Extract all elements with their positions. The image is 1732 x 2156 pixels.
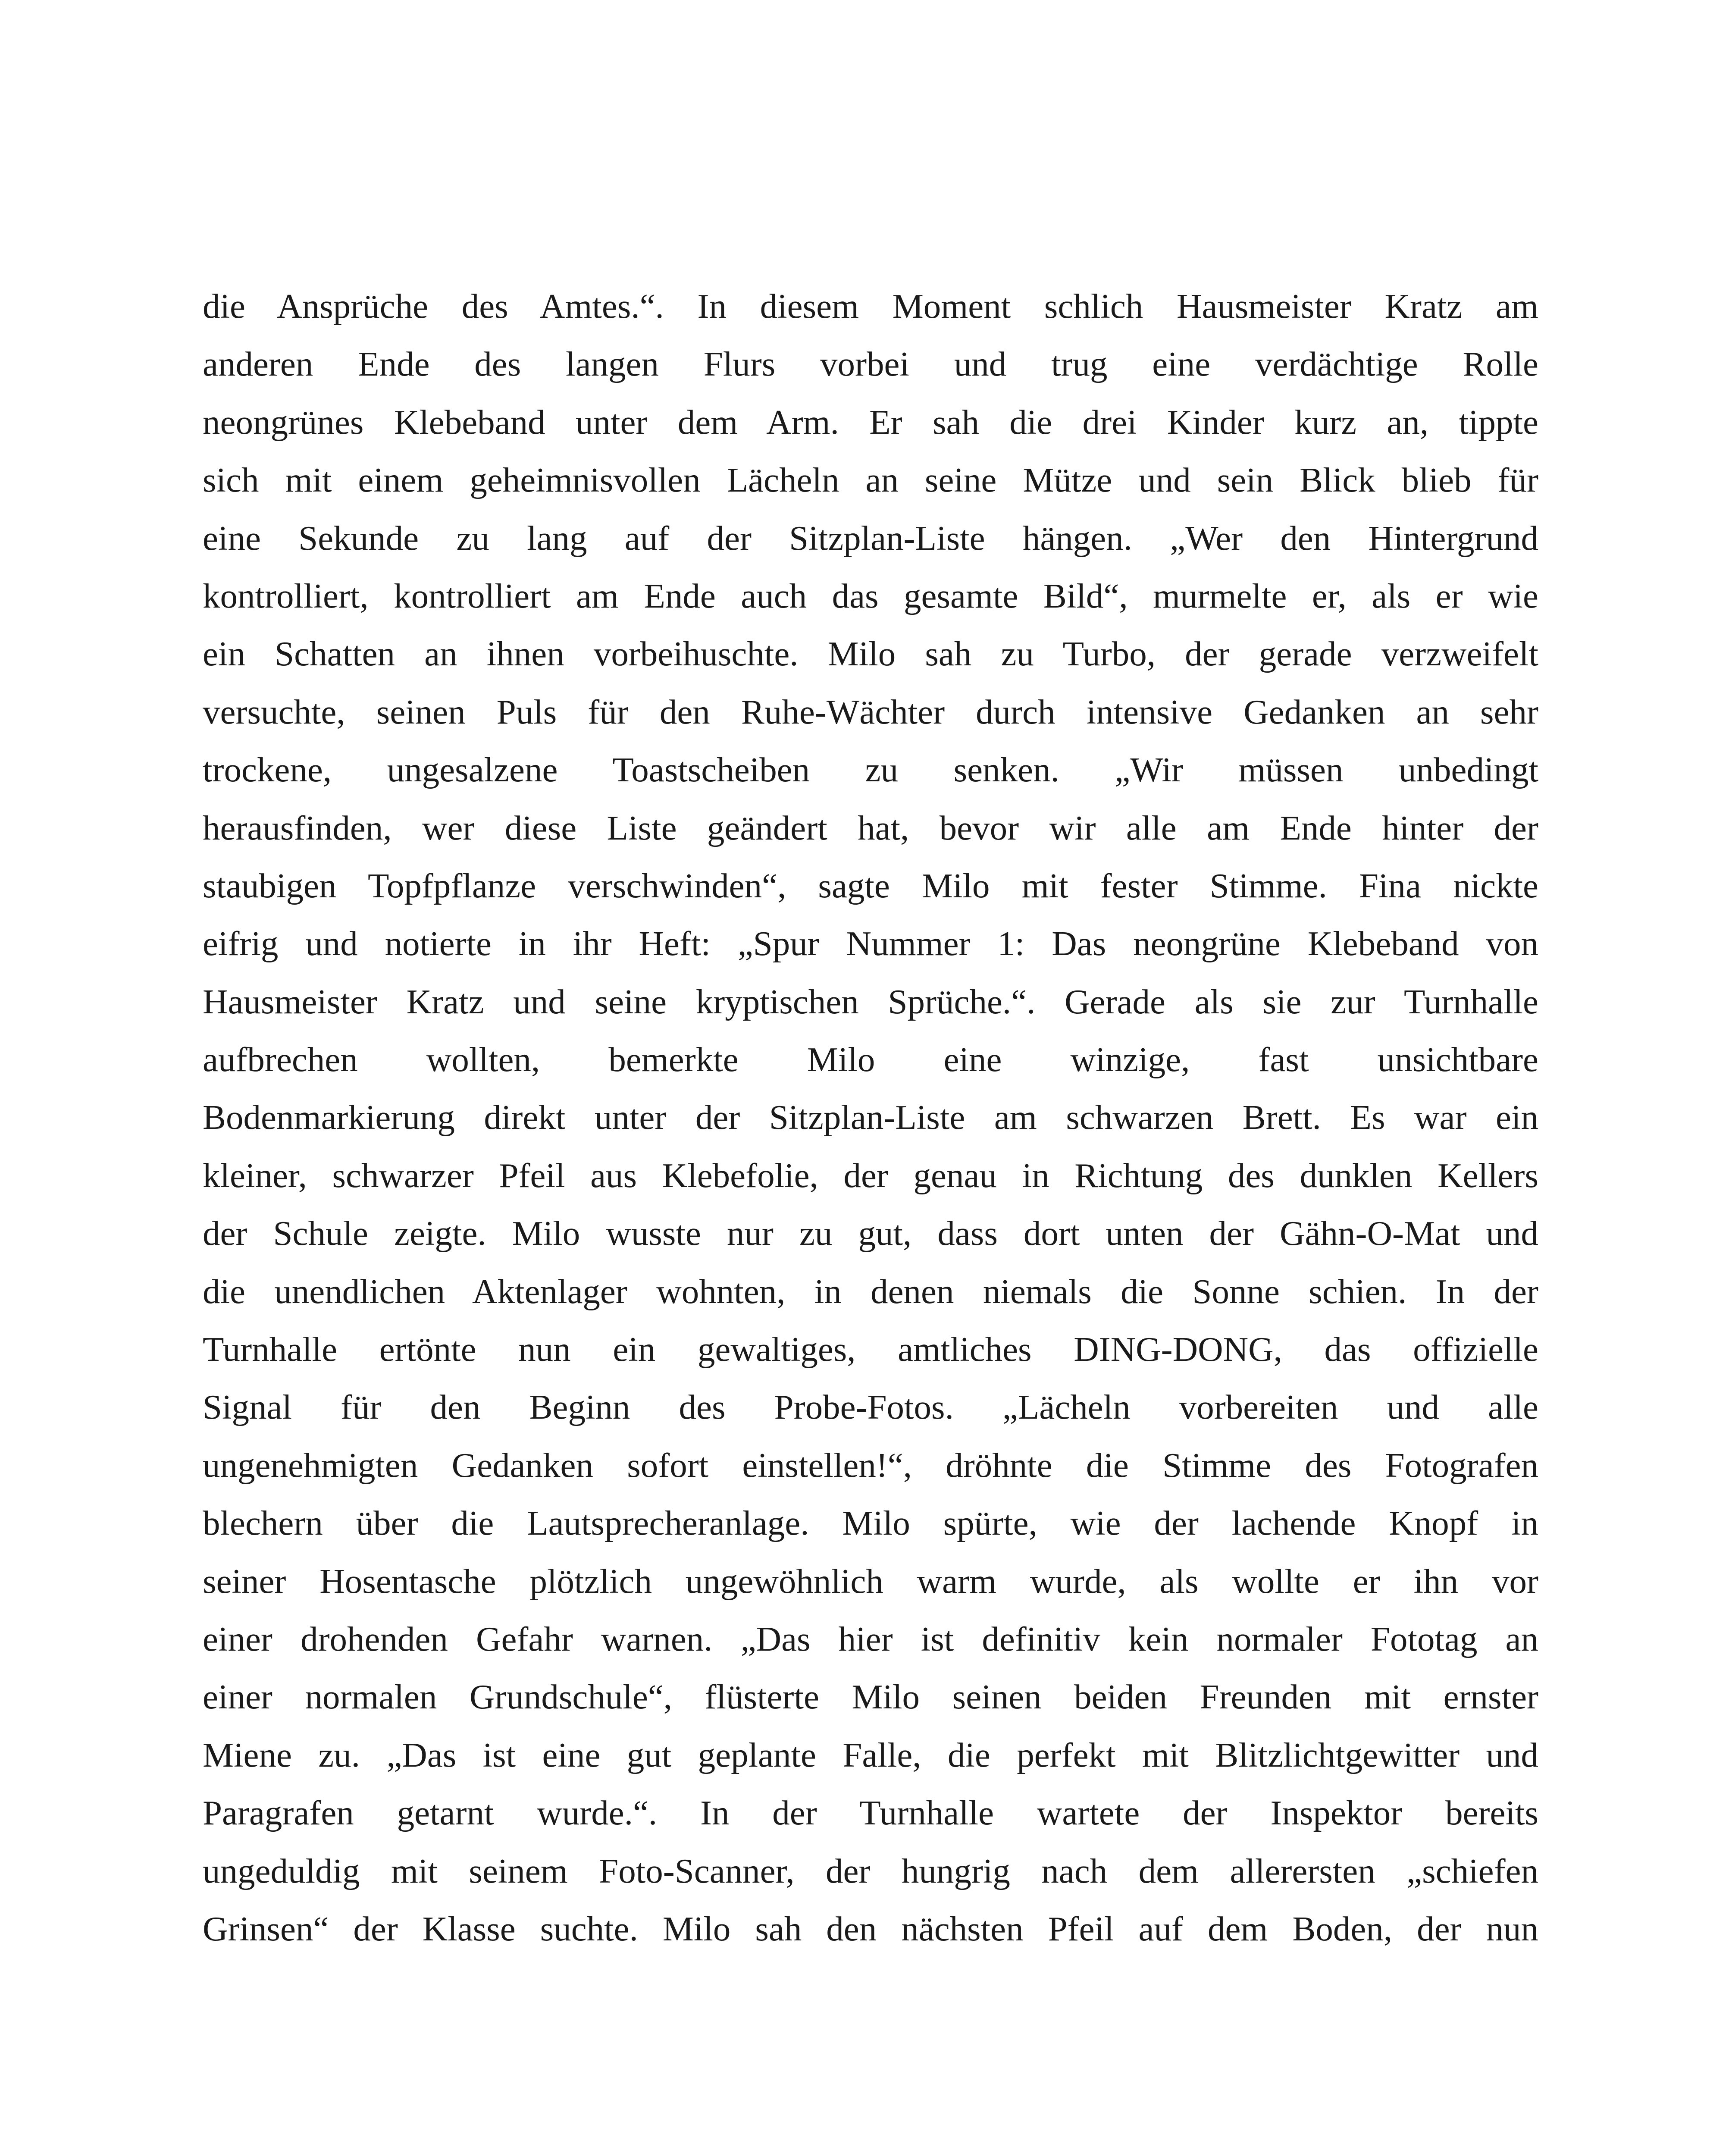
- text-line: trockene, ungesalzene Toastscheiben zu senken. „Wir müssen unbedingt: [203, 750, 1538, 790]
- text-line: aufbrechen wollten, bemerkte Milo eine winzige, fast unsichtbare: [203, 1040, 1538, 1079]
- text-line: Bodenmarkierung direkt unter der Sitzplan-Liste am schwarzen Brett. Es war ein: [203, 1098, 1538, 1137]
- text-line: einer normalen Grundschule“, flüsterte Milo seinen beiden Freunden mit ernster: [203, 1677, 1538, 1717]
- text-line: der Schule zeigte. Milo wusste nur zu gut, dass dort unten der Gähn-O-Mat und: [203, 1214, 1538, 1253]
- text-line: eifrig und notierte in ihr Heft: „Spur Nummer 1: Das neongrüne Klebeband von: [203, 924, 1538, 963]
- text-line: ungenehmigten Gedanken sofort einstellen!“, dröhnte die Stimme des Fotografen: [203, 1445, 1538, 1485]
- text-line: staubigen Topfpflanze verschwinden“, sagte Milo mit fester Stimme. Fina nickte: [203, 866, 1538, 905]
- text-line: kontrolliert, kontrolliert am Ende auch das gesamte Bild“, murmelte er, als er wie: [203, 576, 1538, 615]
- text-line: kleiner, schwarzer Pfeil aus Klebefolie, der genau in Richtung des dunklen Kellers: [203, 1156, 1538, 1195]
- text-line: anderen Ende des langen Flurs vorbei und trug eine verdächtige Rolle: [203, 345, 1538, 384]
- text-line: Turnhalle ertönte nun ein gewaltiges, amtliches DING-DONG, das offizielle: [203, 1330, 1538, 1369]
- text-line: eine Sekunde zu lang auf der Sitzplan-Liste hängen. „Wer den Hintergrund: [203, 518, 1538, 558]
- text-line: die Ansprüche des Amtes.“. In diesem Moment schlich Hausmeister Kratz am: [203, 287, 1538, 326]
- text-line: versuchte, seinen Puls für den Ruhe-Wächter durch intensive Gedanken an sehr: [203, 692, 1538, 731]
- text-line: ungeduldig mit seinem Foto-Scanner, der hungrig nach dem allerersten „schiefen: [203, 1851, 1538, 1890]
- text-line: herausfinden, wer diese Liste geändert hat, bevor wir alle am Ende hinter der: [203, 808, 1538, 847]
- text-line: Signal für den Beginn des Probe-Fotos. „Lächeln vorbereiten und alle: [203, 1388, 1538, 1427]
- body-text: [203, 277, 1538, 1958]
- text-line: ein Schatten an ihnen vorbeihuschte. Milo sah zu Turbo, der gerade verzweifelt: [203, 634, 1538, 674]
- text-line: die unendlichen Aktenlager wohnten, in denen niemals die Sonne schien. In der: [203, 1272, 1538, 1311]
- text-line: neongrünes Klebeband unter dem Arm. Er sah die drei Kinder kurz an, tippte: [203, 402, 1538, 442]
- text-line: Hausmeister Kratz und seine kryptischen Sprüche.“. Gerade als sie zur Turnhalle: [203, 982, 1538, 1021]
- text-line: Miene zu. „Das ist eine gut geplante Falle, die perfekt mit Blitzlichtgewitter und: [203, 1735, 1538, 1774]
- text-line: sich mit einem geheimnisvollen Lächeln an seine Mütze und sein Blick blieb für: [203, 461, 1538, 500]
- text-line: Paragrafen getarnt wurde.“. In der Turnhalle wartete der Inspektor bereits: [203, 1793, 1538, 1833]
- text-line: Grinsen“ der Klasse suchte. Milo sah den nächsten Pfeil auf dem Boden, der nun: [203, 1909, 1538, 1948]
- text-line: seiner Hosentasche plötzlich ungewöhnlich warm wurde, als wollte er ihn vor: [203, 1561, 1538, 1601]
- text-line: blechern über die Lautsprecheranlage. Milo spürte, wie der lachende Knopf in: [203, 1504, 1538, 1543]
- text-line: einer drohenden Gefahr warnen. „Das hier ist definitiv kein normaler Fototag an: [203, 1619, 1538, 1658]
